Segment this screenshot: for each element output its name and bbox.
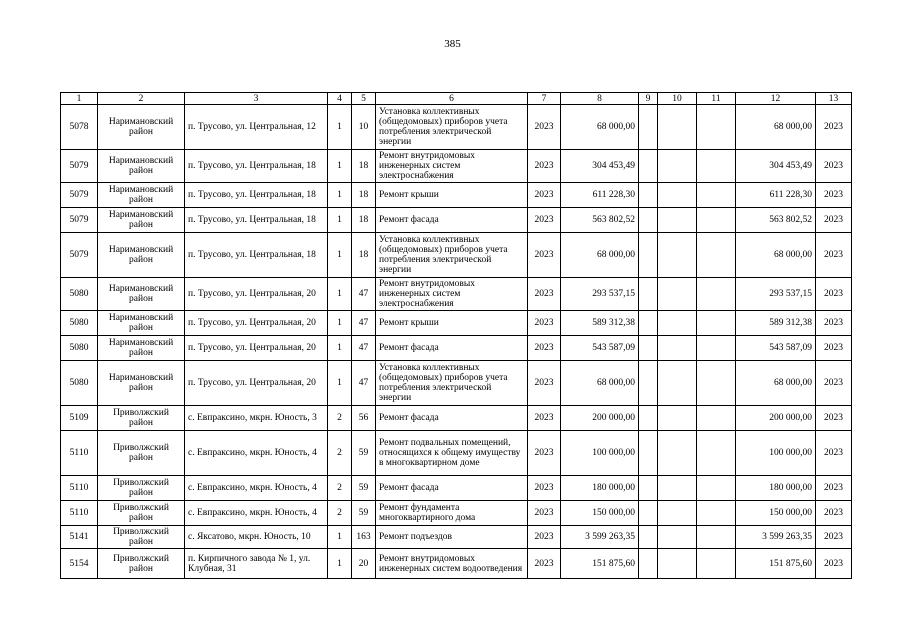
col-9-value	[639, 361, 658, 406]
table-row	[61, 361, 852, 406]
col-11-value	[697, 406, 736, 431]
col-9-value	[639, 183, 658, 208]
work-type: Установка коллективных (общедомовых) приборов учета потребления электрической энергии	[376, 361, 528, 406]
year: 2023	[528, 278, 561, 311]
table-row	[61, 311, 852, 336]
col-4-value: 2	[328, 501, 352, 526]
col-10-value	[658, 549, 697, 579]
col-4-value: 1	[328, 361, 352, 406]
record-number: 5078	[61, 105, 98, 150]
year-completion: 2023	[816, 278, 852, 311]
district: Наримановский район	[98, 311, 185, 336]
cost-funding: 180 000,00	[736, 476, 816, 501]
district: Приволжский район	[98, 501, 185, 526]
year-completion: 2023	[816, 501, 852, 526]
col-9-value	[639, 233, 658, 278]
table-row	[61, 431, 852, 476]
col-5-value: 56	[352, 406, 376, 431]
cost-funding: 200 000,00	[736, 406, 816, 431]
table-row	[61, 208, 852, 233]
district: Приволжский район	[98, 406, 185, 431]
work-type: Ремонт подъездов	[376, 526, 528, 549]
col-10-value	[658, 150, 697, 183]
year-completion: 2023	[816, 311, 852, 336]
record-number: 5079	[61, 208, 98, 233]
record-number: 5110	[61, 476, 98, 501]
col-9-value	[639, 150, 658, 183]
col-5-value: 18	[352, 233, 376, 278]
total-cost: 68 000,00	[561, 233, 639, 278]
record-number: 5109	[61, 406, 98, 431]
col-10-value	[658, 233, 697, 278]
district: Наримановский район	[98, 208, 185, 233]
table-row	[61, 526, 852, 549]
year-completion: 2023	[816, 406, 852, 431]
work-type: Ремонт крыши	[376, 183, 528, 208]
year: 2023	[528, 150, 561, 183]
year-completion: 2023	[816, 233, 852, 278]
record-number: 5110	[61, 431, 98, 476]
col-4-value: 1	[328, 208, 352, 233]
cost-funding: 150 000,00	[736, 501, 816, 526]
total-cost: 151 875,60	[561, 549, 639, 579]
column-number: 11	[697, 93, 736, 105]
cost-funding: 68 000,00	[736, 233, 816, 278]
district: Наримановский район	[98, 336, 185, 361]
work-type: Ремонт фасада	[376, 336, 528, 361]
work-type: Установка коллективных (общедомовых) приборов учета потребления электрической энергии	[376, 233, 528, 278]
total-cost: 611 228,30	[561, 183, 639, 208]
column-number: 10	[658, 93, 697, 105]
year: 2023	[528, 336, 561, 361]
col-10-value	[658, 208, 697, 233]
col-9-value	[639, 549, 658, 579]
district: Наримановский район	[98, 278, 185, 311]
total-cost: 180 000,00	[561, 476, 639, 501]
table-row	[61, 336, 852, 361]
col-9-value	[639, 406, 658, 431]
year-completion: 2023	[816, 526, 852, 549]
address: п. Трусово, ул. Центральная, 18	[185, 208, 328, 233]
year-completion: 2023	[816, 183, 852, 208]
col-5-value: 18	[352, 150, 376, 183]
table-row	[61, 501, 852, 526]
work-type: Ремонт фасада	[376, 208, 528, 233]
col-5-value: 47	[352, 361, 376, 406]
col-5-value: 47	[352, 336, 376, 361]
total-cost: 200 000,00	[561, 406, 639, 431]
district: Приволжский район	[98, 431, 185, 476]
col-11-value	[697, 150, 736, 183]
record-number: 5079	[61, 233, 98, 278]
record-number: 5110	[61, 501, 98, 526]
col-5-value: 59	[352, 476, 376, 501]
col-5-value: 20	[352, 549, 376, 579]
col-9-value	[639, 311, 658, 336]
district: Наримановский район	[98, 150, 185, 183]
col-10-value	[658, 526, 697, 549]
year-completion: 2023	[816, 361, 852, 406]
col-5-value: 59	[352, 431, 376, 476]
column-number: 5	[352, 93, 376, 105]
cost-funding: 68 000,00	[736, 105, 816, 150]
register-table	[60, 92, 852, 579]
col-4-value: 1	[328, 549, 352, 579]
work-type: Ремонт фундамента многоквартирного дома	[376, 501, 528, 526]
total-cost: 563 802,52	[561, 208, 639, 233]
cost-funding: 611 228,30	[736, 183, 816, 208]
record-number: 5141	[61, 526, 98, 549]
col-4-value: 2	[328, 476, 352, 501]
column-number: 12	[736, 93, 816, 105]
address: с. Евпраксино, мкрн. Юность, 3	[185, 406, 328, 431]
column-number: 3	[185, 93, 328, 105]
col-4-value: 1	[328, 278, 352, 311]
col-9-value	[639, 278, 658, 311]
cost-funding: 304 453,49	[736, 150, 816, 183]
total-cost: 100 000,00	[561, 431, 639, 476]
year-completion: 2023	[816, 336, 852, 361]
year-completion: 2023	[816, 549, 852, 579]
col-5-value: 10	[352, 105, 376, 150]
column-number: 9	[639, 93, 658, 105]
col-4-value: 1	[328, 311, 352, 336]
work-type: Ремонт внутридомовых инженерных систем электроснабжения	[376, 150, 528, 183]
year-completion: 2023	[816, 150, 852, 183]
district: Приволжский район	[98, 476, 185, 501]
page-number: 385	[444, 38, 461, 50]
column-number: 7	[528, 93, 561, 105]
address: с. Евпраксино, мкрн. Юность, 4	[185, 431, 328, 476]
col-11-value	[697, 526, 736, 549]
work-type: Ремонт фасада	[376, 406, 528, 431]
table-row	[61, 278, 852, 311]
total-cost: 589 312,38	[561, 311, 639, 336]
col-5-value: 59	[352, 501, 376, 526]
year: 2023	[528, 233, 561, 278]
col-10-value	[658, 278, 697, 311]
col-11-value	[697, 336, 736, 361]
record-number: 5079	[61, 183, 98, 208]
address: п. Трусово, ул. Центральная, 18	[185, 233, 328, 278]
year: 2023	[528, 476, 561, 501]
total-cost: 3 599 263,35	[561, 526, 639, 549]
col-11-value	[697, 208, 736, 233]
record-number: 5080	[61, 336, 98, 361]
table-row	[61, 476, 852, 501]
year: 2023	[528, 208, 561, 233]
col-11-value	[697, 105, 736, 150]
cost-funding: 151 875,60	[736, 549, 816, 579]
col-11-value	[697, 278, 736, 311]
col-9-value	[639, 476, 658, 501]
record-number: 5080	[61, 311, 98, 336]
total-cost: 150 000,00	[561, 501, 639, 526]
year: 2023	[528, 526, 561, 549]
record-number: 5079	[61, 150, 98, 183]
col-4-value: 1	[328, 183, 352, 208]
col-5-value: 18	[352, 208, 376, 233]
address: п. Трусово, ул. Центральная, 20	[185, 278, 328, 311]
col-9-value	[639, 336, 658, 361]
cost-funding: 589 312,38	[736, 311, 816, 336]
cost-funding: 3 599 263,35	[736, 526, 816, 549]
column-number-row	[61, 93, 852, 105]
work-type: Ремонт внутридомовых инженерных систем водоотведения	[376, 549, 528, 579]
col-11-value	[697, 549, 736, 579]
col-9-value	[639, 208, 658, 233]
col-4-value: 1	[328, 526, 352, 549]
work-type: Установка коллективных (общедомовых) приборов учета потребления электрической энергии	[376, 105, 528, 150]
col-11-value	[697, 361, 736, 406]
cost-funding: 563 802,52	[736, 208, 816, 233]
col-10-value	[658, 501, 697, 526]
col-10-value	[658, 183, 697, 208]
year: 2023	[528, 431, 561, 476]
work-type: Ремонт крыши	[376, 311, 528, 336]
total-cost: 68 000,00	[561, 105, 639, 150]
work-type: Ремонт внутридомовых инженерных систем электроснабжения	[376, 278, 528, 311]
col-5-value: 47	[352, 311, 376, 336]
address: п. Трусово, ул. Центральная, 20	[185, 361, 328, 406]
col-9-value	[639, 526, 658, 549]
col-11-value	[697, 476, 736, 501]
cost-funding: 68 000,00	[736, 361, 816, 406]
year: 2023	[528, 549, 561, 579]
col-9-value	[639, 501, 658, 526]
total-cost: 304 453,49	[561, 150, 639, 183]
district: Приволжский район	[98, 526, 185, 549]
column-number: 1	[61, 93, 98, 105]
col-11-value	[697, 311, 736, 336]
address: п. Трусово, ул. Центральная, 12	[185, 105, 328, 150]
cost-funding: 293 537,15	[736, 278, 816, 311]
district: Наримановский район	[98, 183, 185, 208]
year: 2023	[528, 311, 561, 336]
column-number: 8	[561, 93, 639, 105]
address: п. Трусово, ул. Центральная, 20	[185, 311, 328, 336]
record-number: 5080	[61, 361, 98, 406]
col-10-value	[658, 361, 697, 406]
col-11-value	[697, 233, 736, 278]
col-10-value	[658, 476, 697, 501]
cost-funding: 100 000,00	[736, 431, 816, 476]
total-cost: 68 000,00	[561, 361, 639, 406]
work-type: Ремонт подвальных помещений, относящихся к общему имуществу в многоквартирном доме	[376, 431, 528, 476]
table-row	[61, 183, 852, 208]
total-cost: 543 587,09	[561, 336, 639, 361]
district: Наримановский район	[98, 105, 185, 150]
address: с. Евпраксино, мкрн. Юность, 4	[185, 501, 328, 526]
column-number: 4	[328, 93, 352, 105]
work-type: Ремонт фасада	[376, 476, 528, 501]
year-completion: 2023	[816, 208, 852, 233]
address: с. Яксатово, мкрн. Юность, 10	[185, 526, 328, 549]
district: Наримановский район	[98, 361, 185, 406]
col-10-value	[658, 105, 697, 150]
col-5-value: 163	[352, 526, 376, 549]
column-number: 13	[816, 93, 852, 105]
address: с. Евпраксино, мкрн. Юность, 4	[185, 476, 328, 501]
record-number: 5080	[61, 278, 98, 311]
col-5-value: 47	[352, 278, 376, 311]
col-11-value	[697, 431, 736, 476]
table-row	[61, 406, 852, 431]
col-5-value: 18	[352, 183, 376, 208]
year: 2023	[528, 183, 561, 208]
address: п. Трусово, ул. Центральная, 18	[185, 183, 328, 208]
record-number: 5154	[61, 549, 98, 579]
col-4-value: 2	[328, 406, 352, 431]
col-10-value	[658, 311, 697, 336]
col-4-value: 1	[328, 150, 352, 183]
year: 2023	[528, 361, 561, 406]
address: п. Кирпичного завода № 1, ул. Клубная, 31	[185, 549, 328, 579]
address: п. Трусово, ул. Центральная, 20	[185, 336, 328, 361]
col-10-value	[658, 431, 697, 476]
table-row	[61, 233, 852, 278]
year-completion: 2023	[816, 105, 852, 150]
col-10-value	[658, 406, 697, 431]
col-9-value	[639, 105, 658, 150]
year-completion: 2023	[816, 476, 852, 501]
col-11-value	[697, 183, 736, 208]
district: Приволжский район	[98, 549, 185, 579]
address: п. Трусово, ул. Центральная, 18	[185, 150, 328, 183]
col-4-value: 2	[328, 431, 352, 476]
col-4-value: 1	[328, 336, 352, 361]
year: 2023	[528, 501, 561, 526]
col-11-value	[697, 501, 736, 526]
col-4-value: 1	[328, 105, 352, 150]
cost-funding: 543 587,09	[736, 336, 816, 361]
year-completion: 2023	[816, 431, 852, 476]
year: 2023	[528, 406, 561, 431]
table-row	[61, 150, 852, 183]
col-10-value	[658, 336, 697, 361]
district: Наримановский район	[98, 233, 185, 278]
col-4-value: 1	[328, 233, 352, 278]
table-row	[61, 105, 852, 150]
total-cost: 293 537,15	[561, 278, 639, 311]
col-9-value	[639, 431, 658, 476]
column-number: 2	[98, 93, 185, 105]
year: 2023	[528, 105, 561, 150]
column-number: 6	[376, 93, 528, 105]
table-row	[61, 549, 852, 579]
